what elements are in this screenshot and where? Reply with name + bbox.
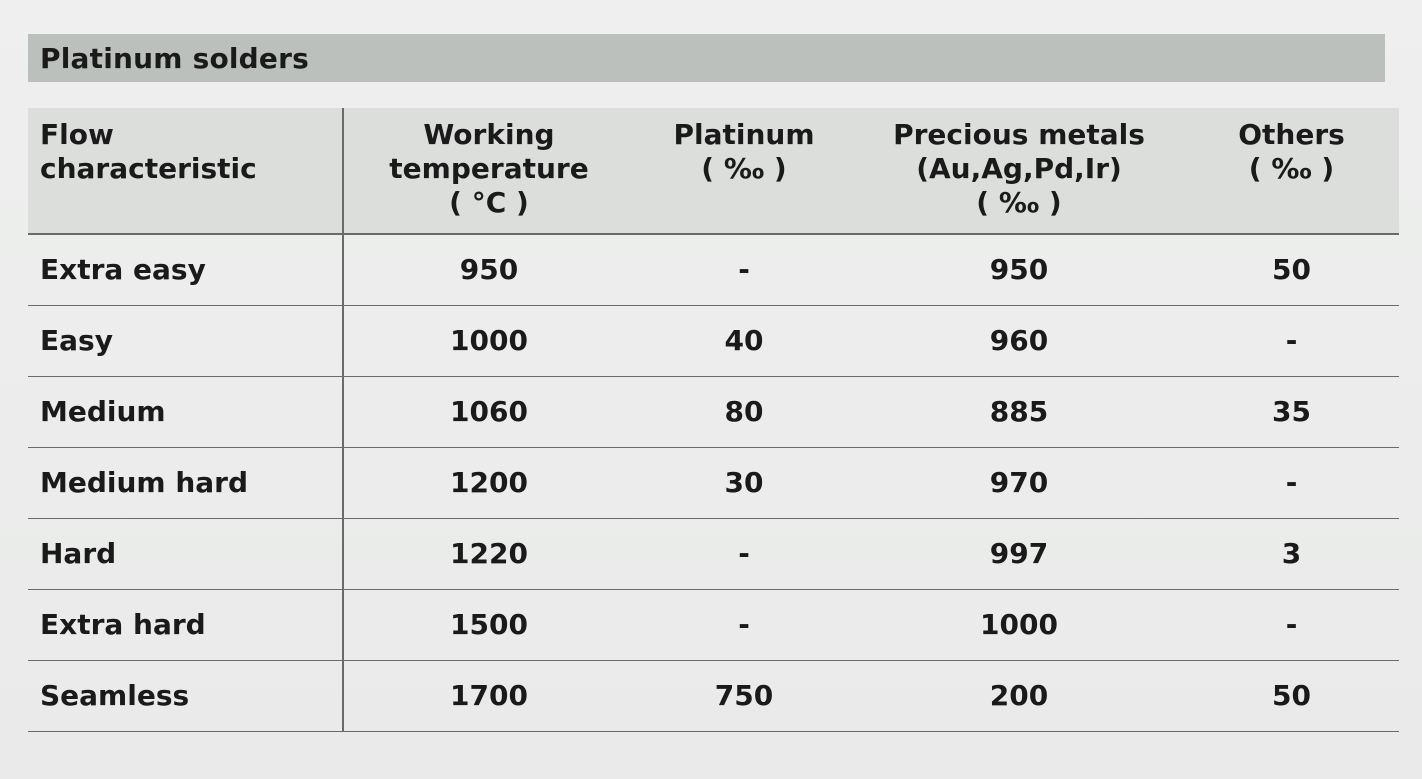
cell-temp: 1060 <box>450 395 528 428</box>
table-title: Platinum solders <box>40 41 309 75</box>
cell-precious: 885 <box>989 395 1049 428</box>
cell-precious: 970 <box>989 466 1049 499</box>
table-row <box>28 305 1399 376</box>
cell-platinum: 30 <box>724 466 764 499</box>
cell-temp: 1500 <box>450 608 528 641</box>
cell-flow: Extra hard <box>28 589 343 660</box>
cell-precious: 997 <box>989 537 1049 570</box>
cell-flow: Seamless <box>28 660 343 731</box>
cell-flow: Medium hard <box>28 447 343 518</box>
table-row <box>28 376 1399 447</box>
table-row <box>28 234 1399 305</box>
cell-others: 50 <box>1272 253 1311 287</box>
cell-temp: 1000 <box>450 324 528 357</box>
cell-precious: 950 <box>989 253 1049 287</box>
cell-platinum: 40 <box>724 324 764 357</box>
cell-others: 50 <box>1272 679 1311 712</box>
cell-temp: 950 <box>459 253 519 287</box>
cell-flow: Easy <box>28 305 343 376</box>
cell-flow: Hard <box>28 518 343 589</box>
cell-platinum: 80 <box>724 395 764 428</box>
cell-platinum: - <box>738 608 750 641</box>
cell-others: - <box>1285 324 1298 357</box>
header-working-temperature: Working temperature ( °C ) <box>343 108 634 234</box>
cell-others: 3 <box>1281 537 1302 570</box>
header-others: Others ( ‰ ) <box>1184 108 1399 234</box>
cell-platinum: - <box>738 253 750 287</box>
table-row <box>28 589 1399 660</box>
cell-precious: 960 <box>989 324 1049 357</box>
cell-precious: 200 <box>989 679 1049 712</box>
cell-platinum: - <box>738 537 750 570</box>
cell-platinum: 750 <box>714 679 774 712</box>
cell-others: - <box>1285 608 1298 641</box>
cell-others: 35 <box>1272 395 1311 428</box>
cell-flow: Extra easy <box>28 234 343 305</box>
table-title-bar <box>28 34 1385 82</box>
table-row <box>28 518 1399 589</box>
header-flow-characteristic: Flow characteristic <box>28 108 343 234</box>
cell-precious: 1000 <box>980 608 1058 641</box>
header-precious-metals: Precious metals (Au,Ag,Pd,Ir) ( ‰ ) <box>854 108 1184 234</box>
cell-temp: 1200 <box>450 466 528 499</box>
cell-others: - <box>1285 466 1298 499</box>
cell-temp: 1700 <box>450 679 528 712</box>
header-platinum: Platinum ( ‰ ) <box>634 108 854 234</box>
header-row <box>28 108 1399 234</box>
cell-flow: Medium <box>28 376 343 447</box>
cell-temp: 1220 <box>450 537 528 570</box>
table-row <box>28 660 1399 731</box>
platinum-solders-table <box>28 108 1399 732</box>
table-row <box>28 447 1399 518</box>
